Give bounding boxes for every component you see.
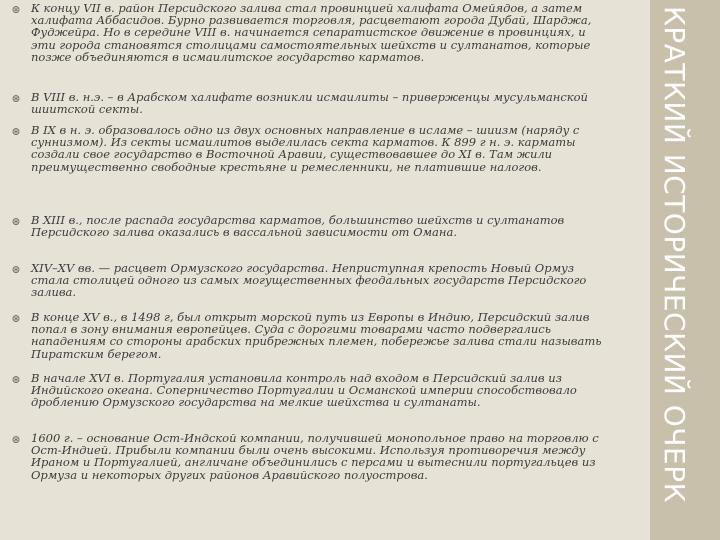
bullet-item <box>10 91 630 115</box>
slide-title: КРАТКИЙ ИСТОРИЧЕСКИЙ ОЧЕРК <box>658 6 691 503</box>
bullet-text: В конце XV в., в 1498 г, был открыт морской путь из Европы в Индию, Персидский залив попал в зону внимания европейцев. Суда с дорогими товарами часто подвергались нападениям со стороны арабских прибрежных племен, побережье залива стали называть Пиратским берегом. <box>31 310 602 361</box>
circle-bullet-icon: ⊛ <box>11 215 21 228</box>
bullet-text: 1600 г. – основание Ост-Индской компании, получившей монопольное право на торговлю с Ост-Индией. Прибыли компании были очень высокими. Используя противоречия между Ираном и Португалией, англичане объединились с персами и вытеснили португальцев из Ормуза и некоторых других районов Аравийского полуострова. <box>31 431 599 482</box>
circle-bullet-icon: ⊛ <box>11 433 21 446</box>
bullet-text: В VIII в. н.э. – в Арабском халифате возникли исмаилиты – приверженцы мусульманской шиитской секты. <box>31 90 588 117</box>
bullet-text: XIV–XV вв. — расцвет Ормузского государства. Неприступная крепость Новый Ормуз стала столицей одного из самых могущественных феодальных государств Персидского залива. <box>31 261 587 300</box>
bullet-text: В начале XVI в. Португалия установила контроль над входом в Персидский залив из Индийского океана. Соперничество Португалии и Османской империи способствовало дроблению Ормузского государства на мелкие шейхства и султанаты. <box>31 371 577 410</box>
circle-bullet-icon: ⊛ <box>11 263 21 276</box>
circle-bullet-icon: ⊛ <box>11 373 21 386</box>
bullet-item <box>10 2 630 63</box>
circle-bullet-icon: ⊛ <box>11 125 21 138</box>
bullet-item <box>10 124 630 173</box>
bullet-text: К концу VII в. район Персидского залива стал провинцией халифата Омейядов, а затем халифата Аббасидов. Бурно развивается торговля, расцветают города Дубай, Шарджа, Фуджейра. Но в середине VIII в. начинается сепаратистское движение в провинциях, и эти города становятся столицами самостоятельных шейхств и султанатов, которые позже объединяются в исмаилитское государство карматов. <box>31 1 592 64</box>
bullet-item <box>10 262 630 299</box>
circle-bullet-icon: ⊛ <box>11 3 21 16</box>
circle-bullet-icon: ⊛ <box>11 312 21 325</box>
bullet-text: В IX в н. э. образовалось одно из двух основных направление в исламе – шиизм (наряду с суннизмом). Из секты исмаилитов выделилась секта карматов. К 899 г н. э. карматы создали свое государство в Восточной Аравии, существовавшее до XI в. Там жили преимущественно свободные крестьяне и ремесленники, не платившие налогов. <box>31 123 580 174</box>
circle-bullet-icon: ⊛ <box>11 92 21 105</box>
bullet-text: В XIII в., после распада государства карматов, большинство шейхств и султанатов Персидского залива оказались в вассальной зависимости от Омана. <box>31 213 565 240</box>
bullet-item <box>10 214 630 238</box>
bullet-item <box>10 311 630 360</box>
bullet-item <box>10 432 630 481</box>
bullet-item <box>10 372 630 409</box>
